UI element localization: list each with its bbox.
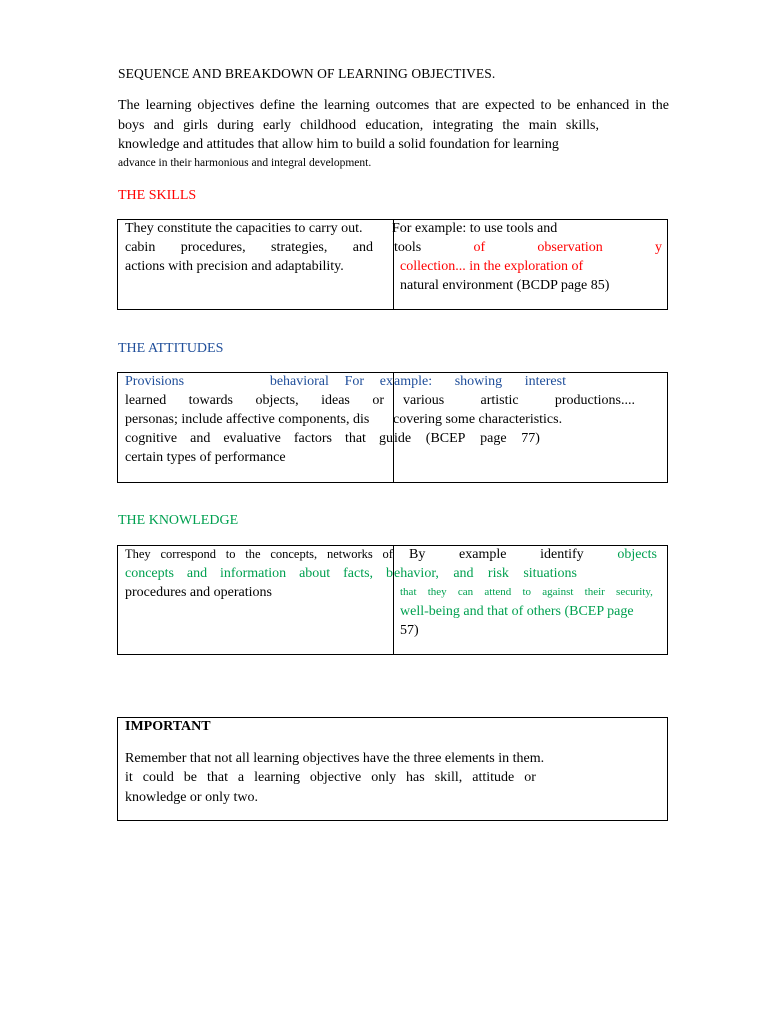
word: and — [453, 566, 474, 581]
word: that — [400, 586, 417, 598]
word: correspond — [160, 547, 216, 561]
attitudes-right-line-1 — [394, 374, 566, 390]
knowledge-divider — [393, 546, 394, 654]
knowledge-left-line-2 — [125, 566, 393, 582]
word: strategies, — [271, 240, 328, 255]
intro-line-3: knowledge and attitudes that allow him to build a solid foundation for learning — [118, 137, 559, 152]
word: to — [225, 547, 236, 561]
word: of — [382, 547, 393, 561]
attitudes-right-line-4 — [394, 431, 540, 447]
attitudes-left-line-1 — [125, 374, 393, 390]
word: risk — [487, 566, 509, 581]
important-line-2 — [125, 770, 536, 786]
knowledge-left-line-1 — [125, 547, 393, 562]
skills-right-line-4: natural environment (BCDP page 85) — [400, 278, 610, 293]
word: identify — [540, 547, 584, 562]
word: attitude — [472, 770, 515, 785]
word: that — [344, 431, 366, 446]
word: and — [352, 240, 373, 255]
word: security, — [616, 586, 653, 598]
word: facts, — [343, 566, 374, 581]
important-line-1: Remember that not all learning objectives have the three elements in them. — [125, 751, 545, 766]
word: page — [480, 431, 507, 446]
important-box — [117, 717, 668, 821]
word: ehavior, — [394, 566, 439, 581]
knowledge-heading: THE KNOWLEDGE — [118, 513, 239, 528]
word: objects, — [255, 393, 299, 408]
word: attend — [484, 586, 512, 598]
intro-line-1: The learning objectives define the learning outcomes that are expected to be enhanced in the — [118, 98, 669, 113]
word: learned — [125, 393, 167, 408]
word: of — [473, 240, 486, 255]
important-title: IMPORTANT — [125, 719, 211, 734]
word: information — [220, 566, 287, 581]
word: objective — [309, 770, 362, 785]
attitudes-right-line-2 — [403, 393, 635, 409]
intro-line-2: boys and girls during early childhood education, integrating the main skills, — [118, 118, 599, 133]
skills-table — [117, 219, 668, 310]
intro-line-4: advance in their harmonious and integral development. — [118, 157, 372, 169]
skills-left-line-1: They constitute the capacities to carry out. — [125, 221, 363, 236]
attitudes-right-line-3: covering some characteristics. — [393, 412, 563, 427]
word: about — [299, 566, 331, 581]
word: observation — [537, 240, 603, 255]
word: the — [245, 547, 261, 561]
word: ide — [394, 431, 412, 446]
word: and — [186, 566, 208, 581]
word: has — [406, 770, 425, 785]
word: only — [371, 770, 397, 785]
document-title: SEQUENCE AND BREAKDOWN OF LEARNING OBJECTIVES. — [118, 66, 496, 81]
word: cabin — [125, 240, 156, 255]
skills-right-line-3: collection... in the exploration of — [400, 259, 584, 274]
word: factors — [293, 431, 332, 446]
word: tools — [394, 240, 422, 255]
word: b — [385, 566, 393, 581]
word: and — [190, 431, 211, 446]
word: or — [524, 770, 536, 785]
knowledge-table — [117, 545, 668, 655]
word: be — [183, 770, 198, 785]
important-line-3: knowledge or only two. — [125, 790, 258, 805]
word: they — [427, 586, 447, 598]
word: can — [457, 586, 474, 598]
skills-left-line-2 — [125, 240, 373, 256]
word: skill, — [434, 770, 463, 785]
attitudes-left-line-5: certain types of performance — [125, 450, 286, 465]
attitudes-left-line-2 — [125, 393, 384, 409]
word: towards — [188, 393, 233, 408]
word: objects — [617, 547, 657, 562]
word: against — [542, 586, 574, 598]
word: procedures, — [180, 240, 246, 255]
skills-right-line-1: For example: to use tools and — [392, 221, 558, 236]
word: learning — [254, 770, 300, 785]
knowledge-right-line-2 — [394, 566, 577, 582]
word: ideas — [321, 393, 350, 408]
word: (BCEP — [425, 431, 466, 446]
word: 77) — [521, 431, 540, 446]
word: cognitive — [125, 431, 178, 446]
word: their — [584, 586, 605, 598]
attitudes-table — [117, 372, 668, 483]
word: networks — [326, 547, 373, 561]
word: By — [409, 547, 426, 562]
word: productions.... — [554, 393, 635, 408]
word: ex — [379, 374, 393, 389]
word: to — [522, 586, 532, 598]
word: or — [372, 393, 384, 408]
word: it — [125, 770, 133, 785]
skills-right-line-2 — [394, 240, 662, 256]
word: interest — [524, 374, 566, 389]
skills-left-line-3: actions with precision and adaptability. — [125, 259, 344, 274]
skills-heading: THE SKILLS — [118, 188, 197, 203]
knowledge-right-line-4: well-being and that of others (BCEP page — [400, 604, 634, 619]
word: example — [459, 547, 507, 562]
word: gu — [378, 431, 393, 446]
word: concepts — [125, 566, 174, 581]
word: behavioral — [269, 374, 329, 389]
knowledge-left-line-3: procedures and operations — [125, 585, 272, 600]
knowledge-right-line-3 — [400, 586, 653, 598]
attitudes-heading: THE ATTITUDES — [118, 341, 224, 356]
word: For — [344, 374, 365, 389]
word: could — [142, 770, 174, 785]
word: y — [654, 240, 662, 255]
word: Provisions — [125, 374, 185, 389]
word: evaluative — [223, 431, 281, 446]
attitudes-left-line-3: personas; include affective components, dis — [125, 412, 370, 427]
word: various — [403, 393, 445, 408]
word: artistic — [480, 393, 519, 408]
word: that — [206, 770, 228, 785]
word: They — [125, 547, 151, 561]
knowledge-right-line-1 — [409, 547, 657, 563]
word: concepts, — [270, 547, 318, 561]
attitudes-left-line-4 — [125, 431, 393, 447]
word: a — [237, 770, 245, 785]
word: situations — [523, 566, 577, 581]
word: ample: — [394, 374, 433, 389]
word: showing — [454, 374, 503, 389]
knowledge-right-line-5: 57) — [400, 623, 419, 638]
